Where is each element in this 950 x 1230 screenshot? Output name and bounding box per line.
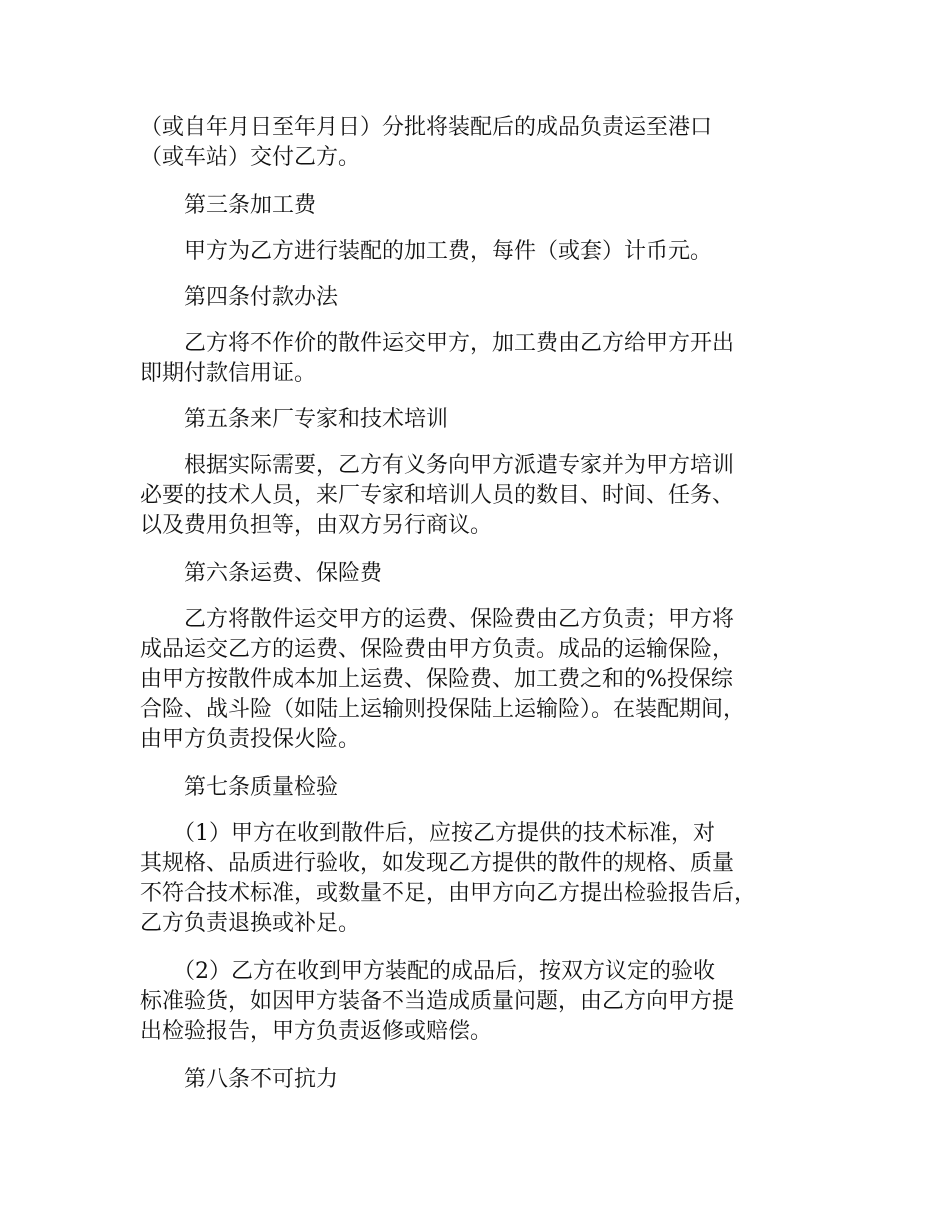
text-line: 由甲方负责投保火险。 — [140, 727, 361, 752]
paragraph-training — [140, 451, 830, 541]
text-line: 即期付款信用证。 — [140, 361, 317, 386]
text-line: 由甲方按散件成本加上运费、保险费、加工费之和的%投保综 — [140, 667, 733, 692]
heading-article-4 — [140, 283, 830, 313]
text-line: 第四条付款办法 — [140, 285, 339, 310]
heading-article-3 — [140, 191, 830, 221]
heading-article-8 — [140, 1065, 830, 1095]
text-line: 第七条质量检验 — [140, 775, 339, 800]
heading-article-7 — [140, 773, 830, 803]
text-line: 其规格、品质进行验收，如发现乙方提供的散件的规格、质量 — [140, 851, 735, 876]
text-line: 乙方将散件运交甲方的运费、保险费由乙方负责；甲方将 — [140, 607, 735, 632]
text-line: 出检验报告，甲方负责返修或赔偿。 — [140, 1019, 493, 1044]
text-line: 第八条不可抗力 — [140, 1067, 339, 1092]
heading-article-6 — [140, 559, 830, 589]
text-line: （或车站）交付乙方。 — [140, 145, 361, 170]
text-line: 合险、战斗险（如陆上运输则投保陆上运输险）。在装配期间， — [140, 697, 746, 722]
text-line: 乙方负责退换或补足。 — [140, 911, 361, 936]
paragraph-processing-fee — [140, 237, 830, 267]
paragraph-inspection-1 — [140, 819, 830, 939]
paragraph-delivery-terms — [140, 113, 830, 173]
text-line: 第三条加工费 — [140, 193, 317, 218]
text-line: 必要的技术人员，来厂专家和培训人员的数目、时间、任务、 — [140, 483, 735, 508]
text-line: 第五条来厂专家和技术培训 — [140, 407, 449, 432]
paragraph-payment — [140, 329, 830, 389]
text-line: 标准验货，如因甲方装备不当造成质量问题，由乙方向甲方提 — [140, 989, 735, 1014]
text-line: 第六条运费、保险费 — [140, 561, 383, 586]
text-line: 成品运交乙方的运费、保险费由甲方负责。成品的运输保险， — [140, 637, 735, 662]
text-line: （2）乙方在收到甲方装配的成品后，按双方议定的验收 — [140, 959, 715, 984]
paragraph-freight-insurance — [140, 605, 830, 755]
text-line: 根据实际需要，乙方有义务向甲方派遣专家并为甲方培训 — [140, 453, 735, 478]
text-line: （或自年月日至年月日）分批将装配后的成品负责运至港口 — [140, 115, 713, 140]
text-line: 不符合技术标准，或数量不足，由甲方向乙方提出检验报告后， — [140, 881, 757, 906]
heading-article-5 — [140, 405, 830, 435]
text-line: 甲方为乙方进行装配的加工费，每件（或套）计币元。 — [140, 239, 713, 264]
paragraph-inspection-2 — [140, 957, 830, 1047]
text-line: 以及费用负担等，由双方另行商议。 — [140, 513, 493, 538]
text-line: （1）甲方在收到散件后，应按乙方提供的技术标准，对 — [140, 821, 715, 846]
text-line: 乙方将不作价的散件运交甲方，加工费由乙方给甲方开出 — [140, 331, 735, 356]
